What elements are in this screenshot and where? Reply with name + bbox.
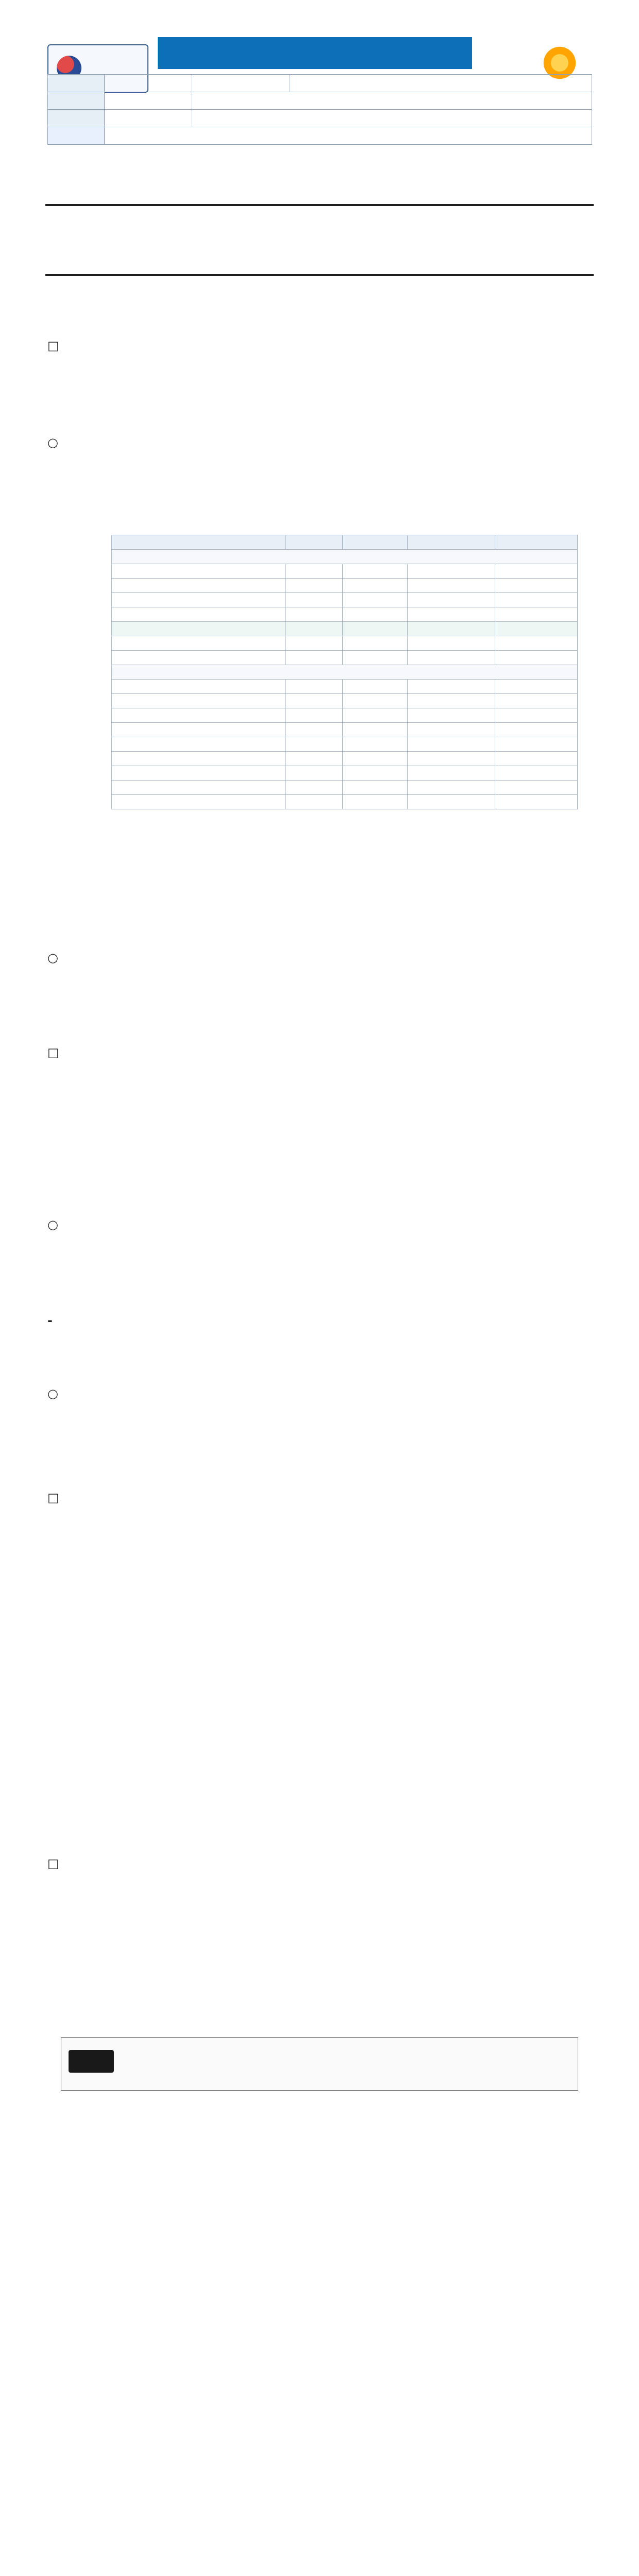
table-row [112, 550, 578, 564]
project-table-header-note [495, 535, 578, 550]
table-cell-cost [408, 636, 495, 651]
table-cell-name [112, 766, 286, 781]
project-table-header-method [343, 535, 408, 550]
bullet-icon: □ [47, 1856, 59, 1871]
table-cell-note [495, 651, 578, 665]
table-cell-length [286, 579, 343, 593]
table-row [112, 579, 578, 593]
table-cell-name [112, 593, 286, 607]
bullet-icon: ○ [47, 1386, 58, 1401]
release-blank-cell [290, 75, 592, 92]
release-date-label [48, 75, 105, 92]
table-cell-name [112, 795, 286, 809]
table-cell-method [343, 622, 408, 636]
table-cell-method [343, 694, 408, 708]
table-cell-cost [408, 795, 495, 809]
table-cell-cost [408, 708, 495, 723]
bullet-icon: □ [47, 1045, 59, 1060]
table-cell-cost [408, 651, 495, 665]
table-cell-cost [408, 737, 495, 752]
department-label-1 [48, 92, 105, 110]
table-cell-length [286, 766, 343, 781]
table-cell-method [343, 564, 408, 579]
table-cell-name [112, 708, 286, 723]
table-cell-method [343, 723, 408, 737]
table-cell-cost [408, 766, 495, 781]
table-cell-note [495, 579, 578, 593]
table-cell-cost [408, 564, 495, 579]
table-cell-length [286, 636, 343, 651]
table-cell-length [286, 723, 343, 737]
bullet-icon: - [47, 1313, 53, 1328]
table-cell-name [112, 622, 286, 636]
table-cell-cost [408, 607, 495, 622]
table-group-label [112, 550, 578, 564]
page-2 [0, 911, 639, 1822]
table-cell-length [286, 781, 343, 795]
project-table-header-name [112, 535, 286, 550]
copyright-notice [61, 2037, 578, 2091]
table-row [112, 766, 578, 781]
table-cell-cost [408, 752, 495, 766]
table-cell-note [495, 636, 578, 651]
release-notes-row [48, 127, 592, 145]
table-cell-length [286, 651, 343, 665]
table-cell-name [112, 737, 286, 752]
release-date-value [105, 75, 192, 92]
department-contact-1 [192, 92, 592, 110]
project-table-wrapper [111, 535, 577, 809]
table-row [112, 680, 578, 694]
table-row [112, 752, 578, 766]
table-cell-note [495, 737, 578, 752]
table-row [112, 737, 578, 752]
table-cell-method [343, 636, 408, 651]
table-cell-method [343, 766, 408, 781]
table-cell-name [112, 680, 286, 694]
table-cell-cost [408, 723, 495, 737]
table-cell-name [112, 579, 286, 593]
table-cell-cost [408, 579, 495, 593]
table-cell-note [495, 680, 578, 694]
table-row [112, 708, 578, 723]
table-cell-name [112, 752, 286, 766]
table-cell-note [495, 607, 578, 622]
table-cell-note [495, 766, 578, 781]
headline-bottom-rule [45, 274, 594, 276]
project-table [111, 535, 578, 809]
table-group-label [112, 665, 578, 680]
table-cell-note [495, 723, 578, 737]
project-table-header-row [112, 535, 578, 550]
bullet-icon: ○ [47, 951, 58, 965]
table-cell-cost [408, 781, 495, 795]
table-cell-name [112, 607, 286, 622]
department-manager-1 [105, 92, 192, 110]
table-cell-method [343, 781, 408, 795]
table-row [112, 622, 578, 636]
table-row [112, 694, 578, 708]
page-1 [0, 0, 639, 911]
department-manager-2 [105, 110, 192, 127]
table-row [112, 593, 578, 607]
table-cell-length [286, 694, 343, 708]
page-3 [0, 1822, 639, 2576]
table-cell-note [495, 795, 578, 809]
table-cell-note [495, 708, 578, 723]
table-cell-method [343, 708, 408, 723]
department-label-2 [48, 110, 105, 127]
bullet-icon: □ [47, 338, 59, 353]
release-note-block [105, 127, 592, 145]
table-cell-note [495, 593, 578, 607]
release-section-label [48, 127, 105, 145]
department-row-1 [48, 92, 592, 110]
table-row [112, 781, 578, 795]
table-cell-name [112, 694, 286, 708]
table-row [112, 723, 578, 737]
department-contact-2 [192, 110, 592, 127]
release-meta-table [47, 74, 592, 145]
release-title [158, 37, 472, 69]
table-cell-note [495, 694, 578, 708]
table-cell-cost [408, 593, 495, 607]
table-cell-note [495, 564, 578, 579]
table-cell-name [112, 651, 286, 665]
table-cell-method [343, 680, 408, 694]
table-row [112, 795, 578, 809]
table-cell-length [286, 708, 343, 723]
press-release-header [47, 37, 592, 182]
table-cell-method [343, 752, 408, 766]
table-cell-note [495, 752, 578, 766]
table-cell-name [112, 636, 286, 651]
table-cell-method [343, 737, 408, 752]
table-cell-method [343, 651, 408, 665]
table-cell-method [343, 607, 408, 622]
project-table-header-length [286, 535, 343, 550]
bullet-icon: □ [47, 1490, 59, 1505]
table-cell-name [112, 564, 286, 579]
table-row [112, 665, 578, 680]
table-cell-length [286, 680, 343, 694]
table-cell-length [286, 622, 343, 636]
headline-top-rule [45, 204, 594, 206]
table-cell-cost [408, 694, 495, 708]
table-cell-method [343, 579, 408, 593]
table-cell-length [286, 593, 343, 607]
table-cell-length [286, 564, 343, 579]
table-cell-cost [408, 680, 495, 694]
table-cell-method [343, 593, 408, 607]
table-cell-method [343, 795, 408, 809]
bullet-icon: ○ [47, 435, 58, 450]
table-cell-name [112, 781, 286, 795]
table-row [112, 636, 578, 651]
bullet-icon: ○ [47, 1217, 58, 1232]
table-row [112, 607, 578, 622]
release-pages-value [192, 75, 290, 92]
table-cell-note [495, 781, 578, 795]
table-cell-note [495, 622, 578, 636]
release-date-row [48, 75, 592, 92]
table-row [112, 651, 578, 665]
table-cell-length [286, 607, 343, 622]
project-table-header-cost [408, 535, 495, 550]
table-cell-length [286, 737, 343, 752]
open-license-badge [69, 2050, 114, 2073]
table-cell-cost [408, 622, 495, 636]
table-cell-length [286, 795, 343, 809]
department-row-2 [48, 110, 592, 127]
table-row [112, 564, 578, 579]
table-cell-name [112, 723, 286, 737]
table-cell-length [286, 752, 343, 766]
